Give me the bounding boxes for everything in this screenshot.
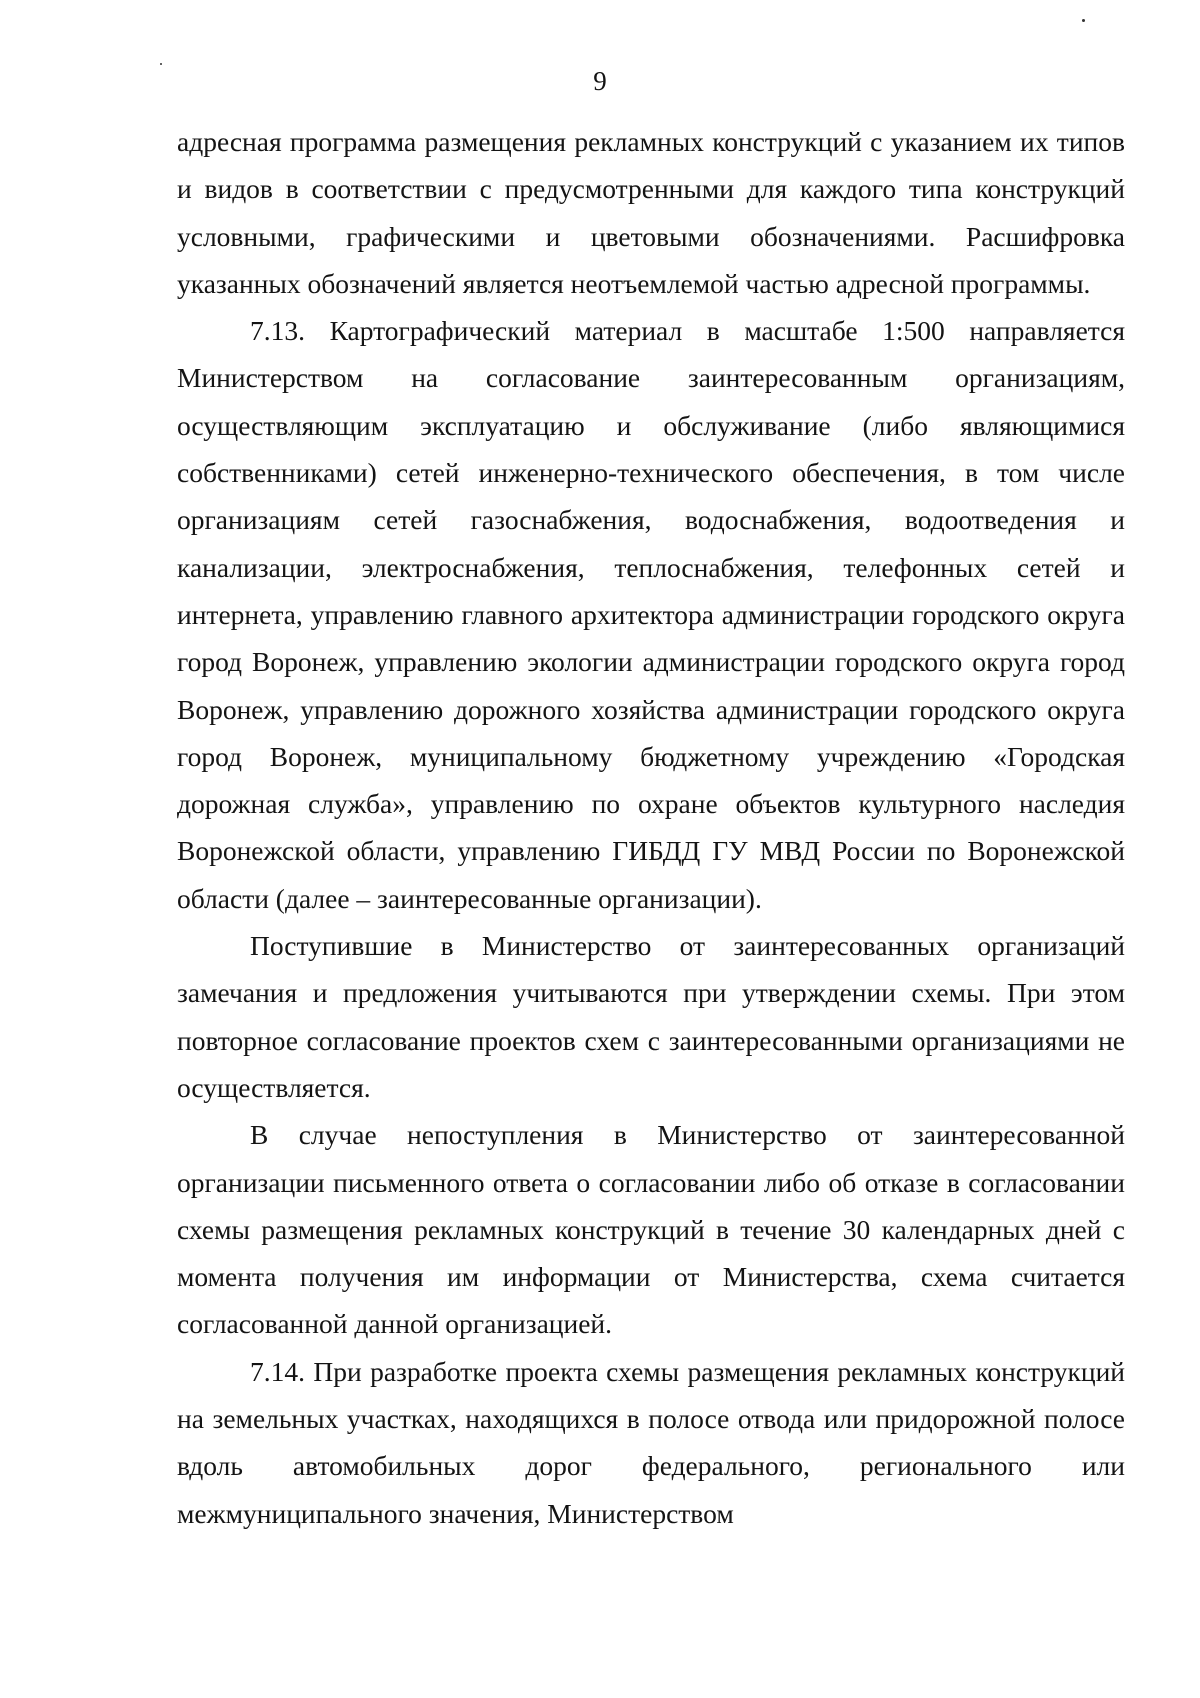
paragraph-no-response: В случае непоступления в Министерство от заинтересованной организации письменного ответа о согласовании либо об отказе в согласовании схемы размещения рекламных конструкций в течение 30 календарных дней с момента получения им информации от Министерства, схема считается согласованной данной организацией. — [177, 1119, 1125, 1340]
paragraph-comments: Поступившие в Министерство от заинтересованных организаций замечания и предложения учитываются при утверждении схемы. При этом повторное согласование проектов схем с заинтересованными организациями не осуществляется. — [177, 930, 1125, 1103]
paragraph-7-13: 7.13. Картографический материал в масштабе 1:500 направляется Министерством на согласование заинтересованным организациям, осуществляющим эксплуатацию и обслуживание (либо являющимися собственниками) сетей инженерно-технического обеспечения, в том числе организациям сетей газоснабжения, водоснабжения, водоотведения и канализации, электроснабжения, теплоснабжения, телефонных сетей и интернета, управлению главного архитектора администрации городского округа город Воронеж, управлению экологии администрации городского округа город Воронеж, управлению дорожного хозяйства администрации городского округа город Воронеж, муниципальному бюджетному учреждению «Городская дорожная служба», управлению по охране объектов культурного наследия Воронежской области, управлению ГИБДД ГУ МВД России по Воронежской области (далее – заинтересованные организации). — [177, 315, 1125, 914]
scan-artifact-dot — [160, 63, 162, 65]
scan-artifact-dot — [1082, 19, 1085, 22]
paragraph-7-14: 7.14. При разработке проекта схемы размещения рекламных конструкций на земельных участках, находящихся в полосе отвода или придорожной полосе вдоль автомобильных дорог федерального, регионального или межмуниципального значения, Министерством — [177, 1355, 1125, 1529]
page-number: 9 — [593, 66, 607, 96]
paragraph-address-program: адресная программа размещения рекламных конструкций с указанием их типов и видов в соответствии с предусмотренными для каждого типа конструкций условными, графическими и цветовыми обозначениями. Расшифровка указанных обозначений является неотъемлемой частью адресной программы. — [177, 126, 1125, 299]
document-body — [177, 118, 1125, 1537]
